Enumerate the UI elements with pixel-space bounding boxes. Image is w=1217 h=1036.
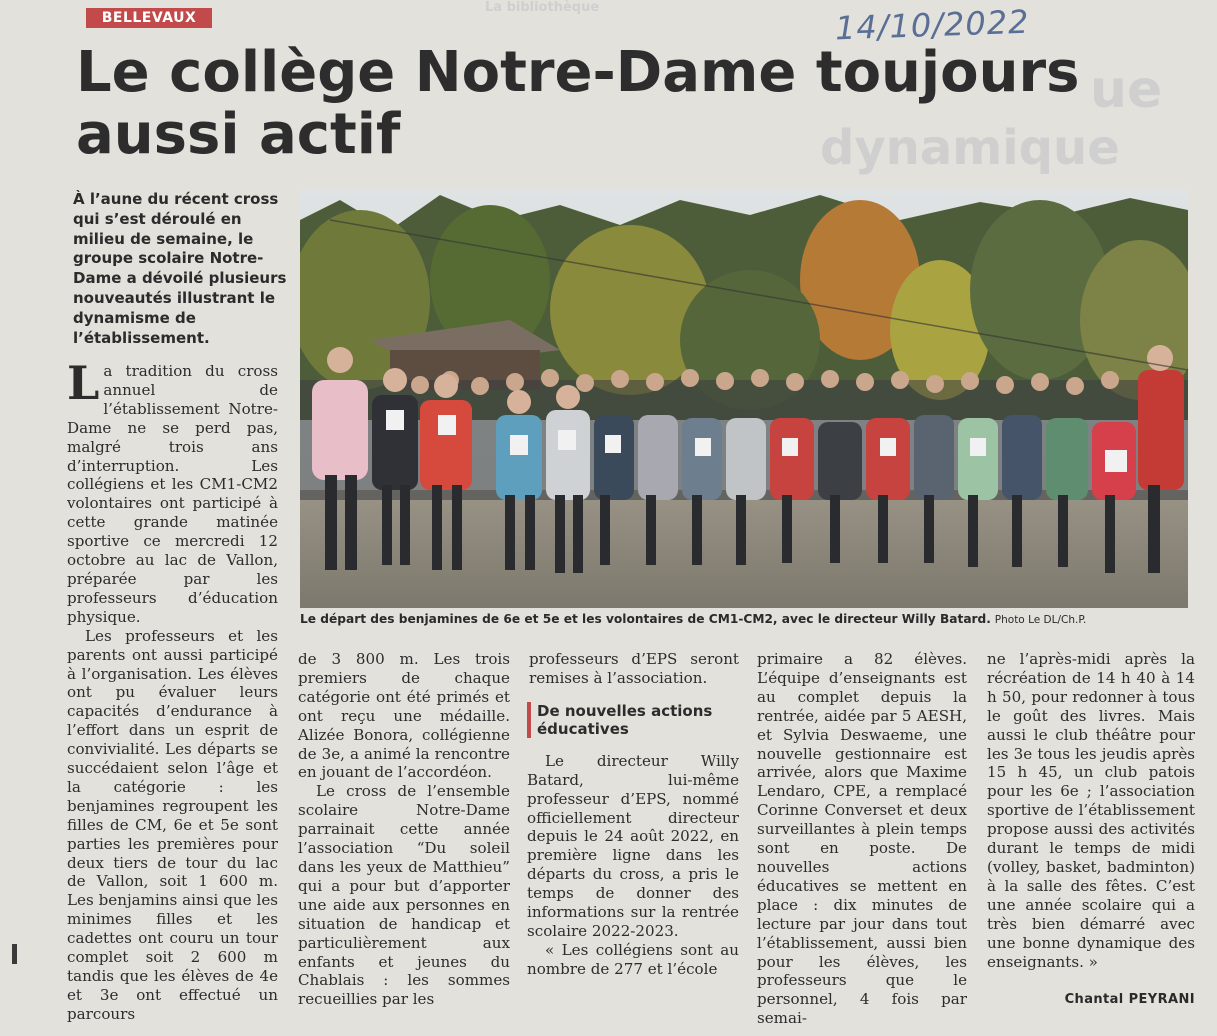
margin-mark [12, 944, 17, 964]
section-subhead: De nouvelles actions éducatives [527, 702, 739, 738]
column-2-paragraph-1: de 3 800 m. Les trois premiers de chaque catégorie ont été primés et ont reçu une médaille. Alizée Bonora, collégienne de 3e, a animé la rencontre en jouant de l’accordéon. [298, 650, 510, 782]
column-1-paragraph-2: Les professeurs et les parents ont aussi participé à l’organisation. Les élèves ont pu évaluer leurs capacités d’endurance à l’effort dans un esprit de convivialité. Les départs se succédaient selon l’âge et la catégorie : les benjamines regroupent les filles de CM, 6e et 5e sont parties les premières pour deux tiers de tour du lac de Vallon, soit 1 600 m. Les benjamins ainsi que les minimes filles et les cadettes ont couru un tour complet soit 2 600 m tandis que les élèves de 4e et 3e ont effectué un parcours [67, 626, 278, 1023]
caption-text: Le départ des benjamines de 6e et 5e et les volontaires de CM1-CM2, avec le directeur Willy Batard. [300, 612, 991, 626]
column-1-paragraph-1-text: a tradition du cross annuel de l’établissement Notre-Dame ne se perd pas, malgré trois ans d’interruption. Les collégiens et les CM1-CM2 volontaires ont participé à cette grande matinée sportive ce mercredi 12 octobre au lac de Vallon, préparée par les professeurs d’éducation physique. [67, 362, 278, 626]
column-3-paragraph-3: « Les collégiens sont au nombre de 277 et l’école [527, 940, 739, 978]
article-column-5 [987, 650, 1195, 971]
photo-caption [300, 611, 1190, 628]
column-5-paragraph-1: ne l’après-midi après la récréation de 14 h 40 à 14 h 50, pour redonner à tous le goût des livres. Mais aussi le club théâtre pour les 3e tous les jeudis après 15 h 45, un club patois pour les 6e ; l’association sportive de l’établissement propose aussi des activités durant le temps de midi (volley, basket, badminton) à la salle des fêtes. C’est une année scolaire qui a très bien démarré avec une bonne dynamique des enseignants. » [987, 650, 1195, 971]
author-byline: Chantal PEYRANI [1064, 992, 1195, 1007]
group-photo [300, 190, 1188, 608]
headline-line-2: aussi actif [76, 102, 401, 167]
article-column-4 [757, 650, 967, 1028]
article-column-3 [527, 650, 739, 979]
photo-credit: Photo Le DL/Ch.P. [994, 614, 1087, 626]
drop-cap: L [67, 356, 100, 410]
lede-paragraph: À l’aune du récent cross qui s’est déroulé en milieu de semaine, le groupe scolaire Notre-Dame a dévoilé plusieurs nouveautés illustrant le dynamisme de l’établissement. [73, 190, 287, 347]
column-1-paragraph-1 [67, 356, 278, 627]
headline-line-1: Le collège Notre-Dame toujours [76, 40, 1080, 105]
group-photo-illustration [300, 190, 1188, 608]
column-3-paragraph-2: Le directeur Willy Batard, lui-même professeur d’EPS, nommé officiellement directeur depuis le 24 août 2022, en première ligne dans les départs du cross, a pris le temps de donner des informations sur la rentrée scolaire 2022-2023. [527, 751, 739, 940]
article-column-2 [298, 650, 510, 1009]
column-2-paragraph-2: Le cross de l’ensemble scolaire Notre-Dame parrainait cette année l’association “Du soleil dans les yeux de Matthieu” qui a pour but d’apporter une aide aux personnes en situation de handicap et particulièrement aux enfants et jeunes du Chablais : les sommes recueillies par les [298, 782, 510, 1009]
section-kicker: BELLEVAUX [86, 8, 212, 28]
column-3-paragraph-1: professeurs d’EPS seront remises à l’association. [529, 650, 739, 687]
article-column-1 [67, 356, 278, 1024]
bleed-through-background: ue dynamique La bibliothèque [485, 0, 1163, 176]
handwritten-date: 14/10/2022 [834, 2, 1031, 48]
column-4-paragraph-1: primaire a 82 élèves. L’équipe d’enseignants est au complet depuis la rentrée, aidée par 5 AESH, et Sylvia Deswaeme, une nouvelle gestionnaire est arrivée, alors que Maxime Lendaro, CPE, a remplacé Corinne Converset et deux surveillantes à plein temps sont en poste. De nouvelles actions éducatives se mettent en place : dix minutes de lecture par jour dans tout l’établissement, aussi bien pour les élèves, les professeurs que le personnel, 4 fois par semai- [757, 650, 967, 1028]
headline [76, 42, 1116, 166]
